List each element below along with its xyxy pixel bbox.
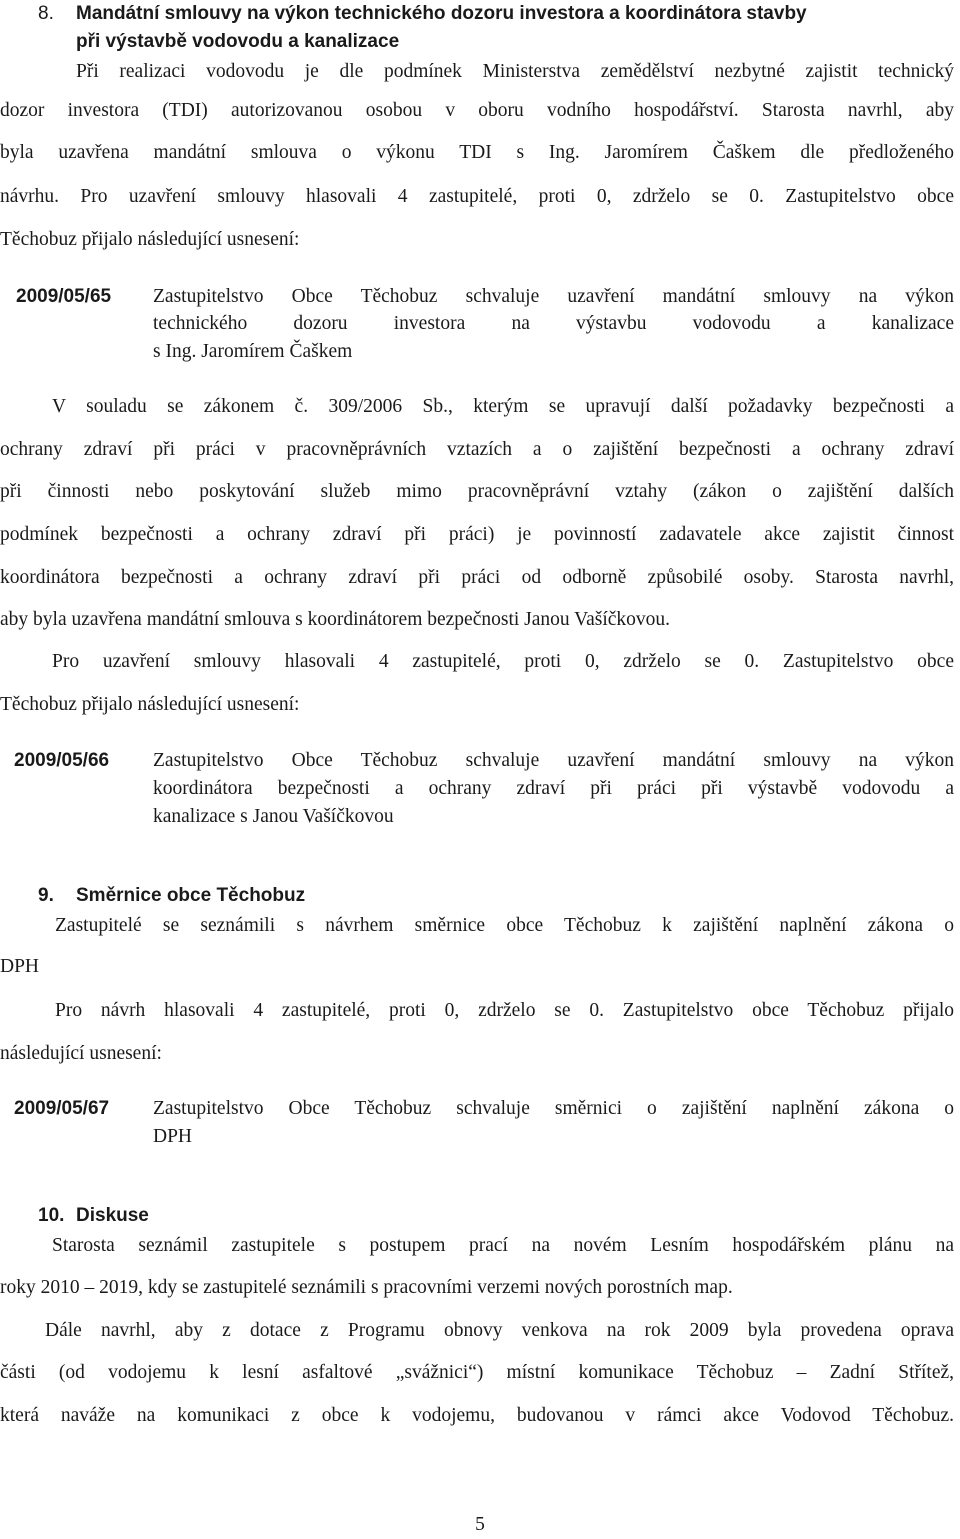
paragraph-line: Těchobuz přijalo následující usnesení: bbox=[0, 229, 300, 250]
paragraph-line: ochrany zdraví při práci v pracovněprávních vztazích a o zajištění bezpečnosti a ochrany zdraví bbox=[0, 439, 954, 460]
paragraph-line: Pro návrh hlasovali 4 zastupitelé, proti 0, zdrželo se 0. Zastupitelstvo obce Těchobuz přijalo bbox=[55, 1000, 954, 1021]
paragraph-line: Při realizaci vodovodu je dle podmínek Ministerstva zemědělství nezbytné zajistit technický bbox=[76, 61, 954, 82]
paragraph-line: DPH bbox=[0, 956, 40, 977]
paragraph-line: Těchobuz přijalo následující usnesení: bbox=[0, 694, 300, 715]
page-number: 5 bbox=[475, 1514, 485, 1535]
paragraph-line: V souladu se zákonem č. 309/2006 Sb., kterým se upravují další požadavky bezpečnosti a bbox=[52, 396, 954, 417]
paragraph-line: Dále navrhl, aby z dotace z Programu obnovy venkova na rok 2009 byla provedena oprava bbox=[45, 1320, 954, 1341]
resolution-number: 2009/05/65 bbox=[16, 286, 112, 307]
paragraph-line: roky 2010 – 2019, kdy se zastupitelé seznámili s pracovními verzemi nových porostních map. bbox=[0, 1277, 733, 1298]
paragraph-line: při činnosti nebo poskytování služeb mimo pracovněprávní vztahy (zákon o zajištění dalších bbox=[0, 481, 954, 502]
section-10-title: Diskuse bbox=[76, 1205, 149, 1226]
section-8-heading bbox=[38, 2, 807, 26]
resolution-number: 2009/05/66 bbox=[14, 750, 110, 771]
section-9-title: Směrnice obce Těchobuz bbox=[76, 885, 306, 906]
paragraph-line: Starosta seznámil zastupitele s postupem prací na novém Lesním hospodářském plánu na bbox=[52, 1235, 954, 1256]
resolution-text-line: technického dozoru investora na výstavbu vodovodu a kanalizace bbox=[153, 313, 954, 334]
resolution-number: 2009/05/67 bbox=[14, 1098, 110, 1119]
paragraph-line: Pro uzavření smlouvy hlasovali 4 zastupitelé, proti 0, zdrželo se 0. Zastupitelstvo obce bbox=[52, 651, 954, 672]
paragraph-line: podmínek bezpečnosti a ochrany zdraví při práci) je povinností zadavatele akce zajistit činnost bbox=[0, 524, 954, 545]
section-10-number: 10. bbox=[38, 1205, 65, 1226]
paragraph-line: aby byla uzavřena mandátní smlouva s koordinátorem bezpečnosti Janou Vašíčkovou. bbox=[0, 609, 671, 630]
resolution-text-line: koordinátora bezpečnosti a ochrany zdraví při práci při výstavbě vodovodu a bbox=[153, 778, 954, 799]
paragraph-line: části (od vodojemu k lesní asfaltové „svážnici“) místní komunikace Těchobuz – Zadní Střítež, bbox=[0, 1362, 954, 1383]
section-9-heading bbox=[38, 884, 305, 908]
paragraph-line: dozor investora (TDI) autorizovanou osobou v oboru vodního hospodářství. Starosta navrhl, aby bbox=[0, 100, 954, 121]
paragraph-line: návrhu. Pro uzavření smlouvy hlasovali 4 zastupitelé, proti 0, zdrželo se 0. Zastupitelstvo obce bbox=[0, 186, 954, 207]
resolution-text-line: Zastupitelstvo Obce Těchobuz schvaluje směrnici o zajištění naplnění zákona o bbox=[153, 1098, 954, 1119]
paragraph-line: která naváže na komunikaci z obce k vodojemu, budovanou v rámci akce Vodovod Těchobuz. bbox=[0, 1405, 954, 1426]
resolution-text-line: Zastupitelstvo Obce Těchobuz schvaluje uzavření mandátní smlouvy na výkon bbox=[153, 286, 954, 307]
section-8-heading-line2: při výstavbě vodovodu a kanalizace bbox=[76, 31, 400, 52]
paragraph-line: koordinátora bezpečnosti a ochrany zdraví při práci od odborně způsobilé osoby. Starosta navrhl, bbox=[0, 567, 954, 588]
section-9-number: 9. bbox=[38, 885, 54, 906]
section-8-number: 8. bbox=[38, 3, 54, 24]
section-8-heading-line1: Mandátní smlouvy na výkon technického dozoru investora a koordinátora stavby bbox=[76, 3, 807, 24]
resolution-text-line: DPH bbox=[153, 1126, 193, 1147]
paragraph-line: Zastupitelé se seznámili s návrhem směrnice obce Těchobuz k zajištění naplnění zákona o bbox=[55, 915, 954, 936]
paragraph-line: následující usnesení: bbox=[0, 1043, 162, 1064]
resolution-text-line: kanalizace s Janou Vašíčkovou bbox=[153, 806, 394, 827]
resolution-text-line: Zastupitelstvo Obce Těchobuz schvaluje uzavření mandátní smlouvy na výkon bbox=[153, 750, 954, 771]
paragraph-line: byla uzavřena mandátní smlouva o výkonu TDI s Ing. Jaromírem Čaškem dle předloženého bbox=[0, 142, 954, 163]
resolution-text-line: s Ing. Jaromírem Čaškem bbox=[153, 341, 353, 362]
section-10-heading bbox=[38, 1204, 149, 1228]
